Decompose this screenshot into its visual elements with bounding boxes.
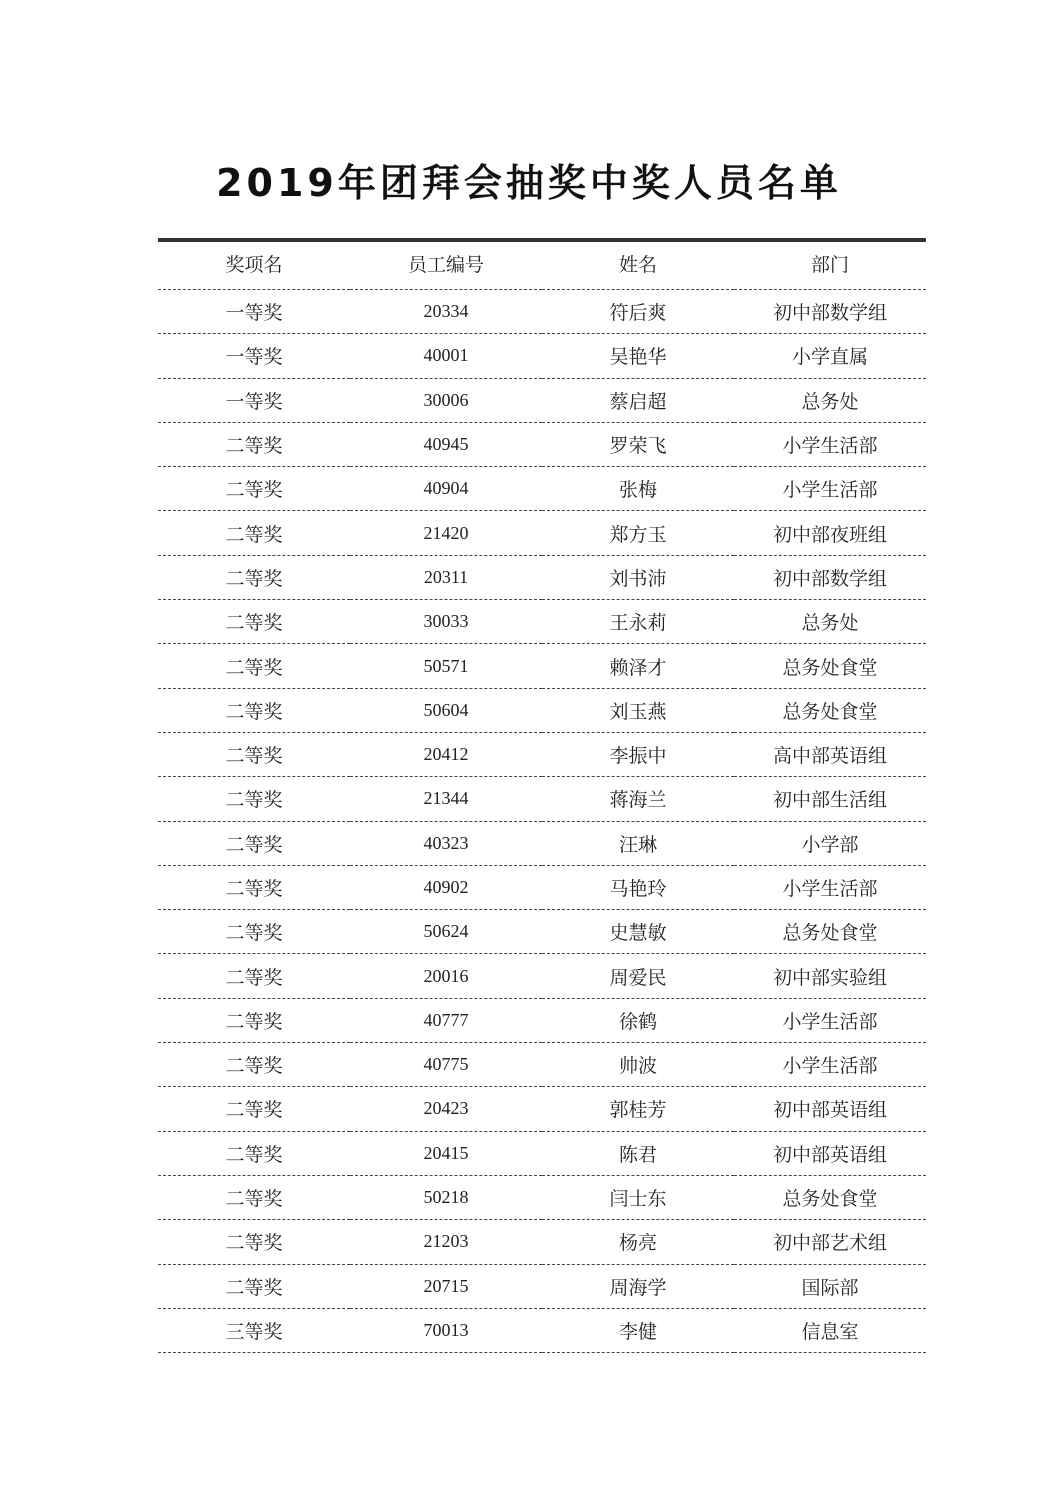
table-row (158, 1308, 926, 1352)
name-cell: 陈君 (542, 1131, 734, 1175)
award-cell: 二等奖 (158, 1264, 350, 1308)
award-cell: 一等奖 (158, 334, 350, 378)
department-cell: 初中部艺术组 (734, 1220, 926, 1264)
award-cell: 二等奖 (158, 1220, 350, 1264)
employee-id-cell: 21203 (350, 1220, 542, 1264)
table-row (158, 732, 926, 776)
name-cell: 史慧敏 (542, 910, 734, 954)
department-cell: 小学直属 (734, 334, 926, 378)
name-cell: 李振中 (542, 732, 734, 776)
department-cell: 初中部数学组 (734, 290, 926, 334)
table-row (158, 954, 926, 998)
department-cell: 总务处食堂 (734, 688, 926, 732)
award-cell: 二等奖 (158, 511, 350, 555)
employee-id-cell: 50604 (350, 688, 542, 732)
table-body (158, 290, 926, 1353)
award-cell: 二等奖 (158, 1087, 350, 1131)
name-cell: 吴艳华 (542, 334, 734, 378)
table-row (158, 865, 926, 909)
award-cell: 二等奖 (158, 865, 350, 909)
employee-id-cell: 40902 (350, 865, 542, 909)
department-cell: 小学生活部 (734, 422, 926, 466)
award-cell: 二等奖 (158, 688, 350, 732)
department-cell: 初中部英语组 (734, 1087, 926, 1131)
award-cell: 二等奖 (158, 1175, 350, 1219)
award-cell: 二等奖 (158, 555, 350, 599)
table-row (158, 1264, 926, 1308)
table-row (158, 644, 926, 688)
employee-id-cell: 50218 (350, 1175, 542, 1219)
employee-id-cell: 20311 (350, 555, 542, 599)
department-cell: 小学生活部 (734, 1043, 926, 1087)
department-cell: 初中部数学组 (734, 555, 926, 599)
table-row (158, 422, 926, 466)
table-row (158, 1131, 926, 1175)
name-cell: 符后爽 (542, 290, 734, 334)
award-cell: 二等奖 (158, 732, 350, 776)
award-cell: 一等奖 (158, 378, 350, 422)
table-row (158, 777, 926, 821)
department-cell: 小学生活部 (734, 998, 926, 1042)
employee-id-cell: 20016 (350, 954, 542, 998)
department-cell: 初中部生活组 (734, 777, 926, 821)
employee-id-cell: 20334 (350, 290, 542, 334)
table-header (158, 240, 926, 290)
name-cell: 刘玉燕 (542, 688, 734, 732)
table-row (158, 600, 926, 644)
name-cell: 蒋海兰 (542, 777, 734, 821)
name-cell: 王永莉 (542, 600, 734, 644)
table-row (158, 1087, 926, 1131)
name-cell: 张梅 (542, 467, 734, 511)
name-cell: 闫士东 (542, 1175, 734, 1219)
name-cell: 刘书沛 (542, 555, 734, 599)
table-row (158, 378, 926, 422)
employee-id-cell: 20415 (350, 1131, 542, 1175)
employee-id-cell: 50571 (350, 644, 542, 688)
department-cell: 高中部英语组 (734, 732, 926, 776)
column-header-employee-id: 员工编号 (350, 240, 542, 290)
department-cell: 总务处食堂 (734, 644, 926, 688)
award-cell: 二等奖 (158, 777, 350, 821)
name-cell: 杨亮 (542, 1220, 734, 1264)
award-cell: 二等奖 (158, 467, 350, 511)
table-row (158, 467, 926, 511)
award-cell: 二等奖 (158, 821, 350, 865)
column-header-name: 姓名 (542, 240, 734, 290)
column-header-department: 部门 (734, 240, 926, 290)
name-cell: 蔡启超 (542, 378, 734, 422)
name-cell: 周海学 (542, 1264, 734, 1308)
employee-id-cell: 50624 (350, 910, 542, 954)
employee-id-cell: 21420 (350, 511, 542, 555)
winners-table (158, 238, 926, 1353)
award-cell: 二等奖 (158, 954, 350, 998)
employee-id-cell: 20412 (350, 732, 542, 776)
table-row (158, 821, 926, 865)
table-row (158, 555, 926, 599)
table-row (158, 290, 926, 334)
award-cell: 二等奖 (158, 422, 350, 466)
table-row (158, 998, 926, 1042)
award-cell: 一等奖 (158, 290, 350, 334)
table-row (158, 334, 926, 378)
department-cell: 小学生活部 (734, 467, 926, 511)
award-cell: 二等奖 (158, 1043, 350, 1087)
department-cell: 初中部实验组 (734, 954, 926, 998)
name-cell: 罗荣飞 (542, 422, 734, 466)
department-cell: 小学部 (734, 821, 926, 865)
employee-id-cell: 40775 (350, 1043, 542, 1087)
employee-id-cell: 40904 (350, 467, 542, 511)
table-row (158, 511, 926, 555)
name-cell: 郭桂芳 (542, 1087, 734, 1131)
award-cell: 二等奖 (158, 600, 350, 644)
department-cell: 初中部英语组 (734, 1131, 926, 1175)
header-row (158, 240, 926, 290)
department-cell: 总务处食堂 (734, 910, 926, 954)
employee-id-cell: 40323 (350, 821, 542, 865)
department-cell: 总务处 (734, 378, 926, 422)
table-row (158, 910, 926, 954)
table-row (158, 1175, 926, 1219)
name-cell: 周爱民 (542, 954, 734, 998)
employee-id-cell: 21344 (350, 777, 542, 821)
award-cell: 二等奖 (158, 998, 350, 1042)
name-cell: 马艳玲 (542, 865, 734, 909)
name-cell: 赖泽才 (542, 644, 734, 688)
name-cell: 徐鹤 (542, 998, 734, 1042)
name-cell: 帅波 (542, 1043, 734, 1087)
employee-id-cell: 40945 (350, 422, 542, 466)
table-row (158, 688, 926, 732)
department-cell: 总务处食堂 (734, 1175, 926, 1219)
department-cell: 小学生活部 (734, 865, 926, 909)
department-cell: 国际部 (734, 1264, 926, 1308)
name-cell: 郑方玉 (542, 511, 734, 555)
employee-id-cell: 20423 (350, 1087, 542, 1131)
table-row (158, 1043, 926, 1087)
table-row (158, 1220, 926, 1264)
employee-id-cell: 30033 (350, 600, 542, 644)
award-cell: 二等奖 (158, 644, 350, 688)
employee-id-cell: 30006 (350, 378, 542, 422)
award-cell: 三等奖 (158, 1308, 350, 1352)
name-cell: 李健 (542, 1308, 734, 1352)
department-cell: 信息室 (734, 1308, 926, 1352)
column-header-award: 奖项名 (158, 240, 350, 290)
award-cell: 二等奖 (158, 1131, 350, 1175)
page-title: 2019年团拜会抽奖中奖人员名单 (216, 161, 842, 206)
employee-id-cell: 40001 (350, 334, 542, 378)
employee-id-cell: 20715 (350, 1264, 542, 1308)
department-cell: 总务处 (734, 600, 926, 644)
employee-id-cell: 40777 (350, 998, 542, 1042)
name-cell: 汪琳 (542, 821, 734, 865)
employee-id-cell: 70013 (350, 1308, 542, 1352)
award-cell: 二等奖 (158, 910, 350, 954)
department-cell: 初中部夜班组 (734, 511, 926, 555)
